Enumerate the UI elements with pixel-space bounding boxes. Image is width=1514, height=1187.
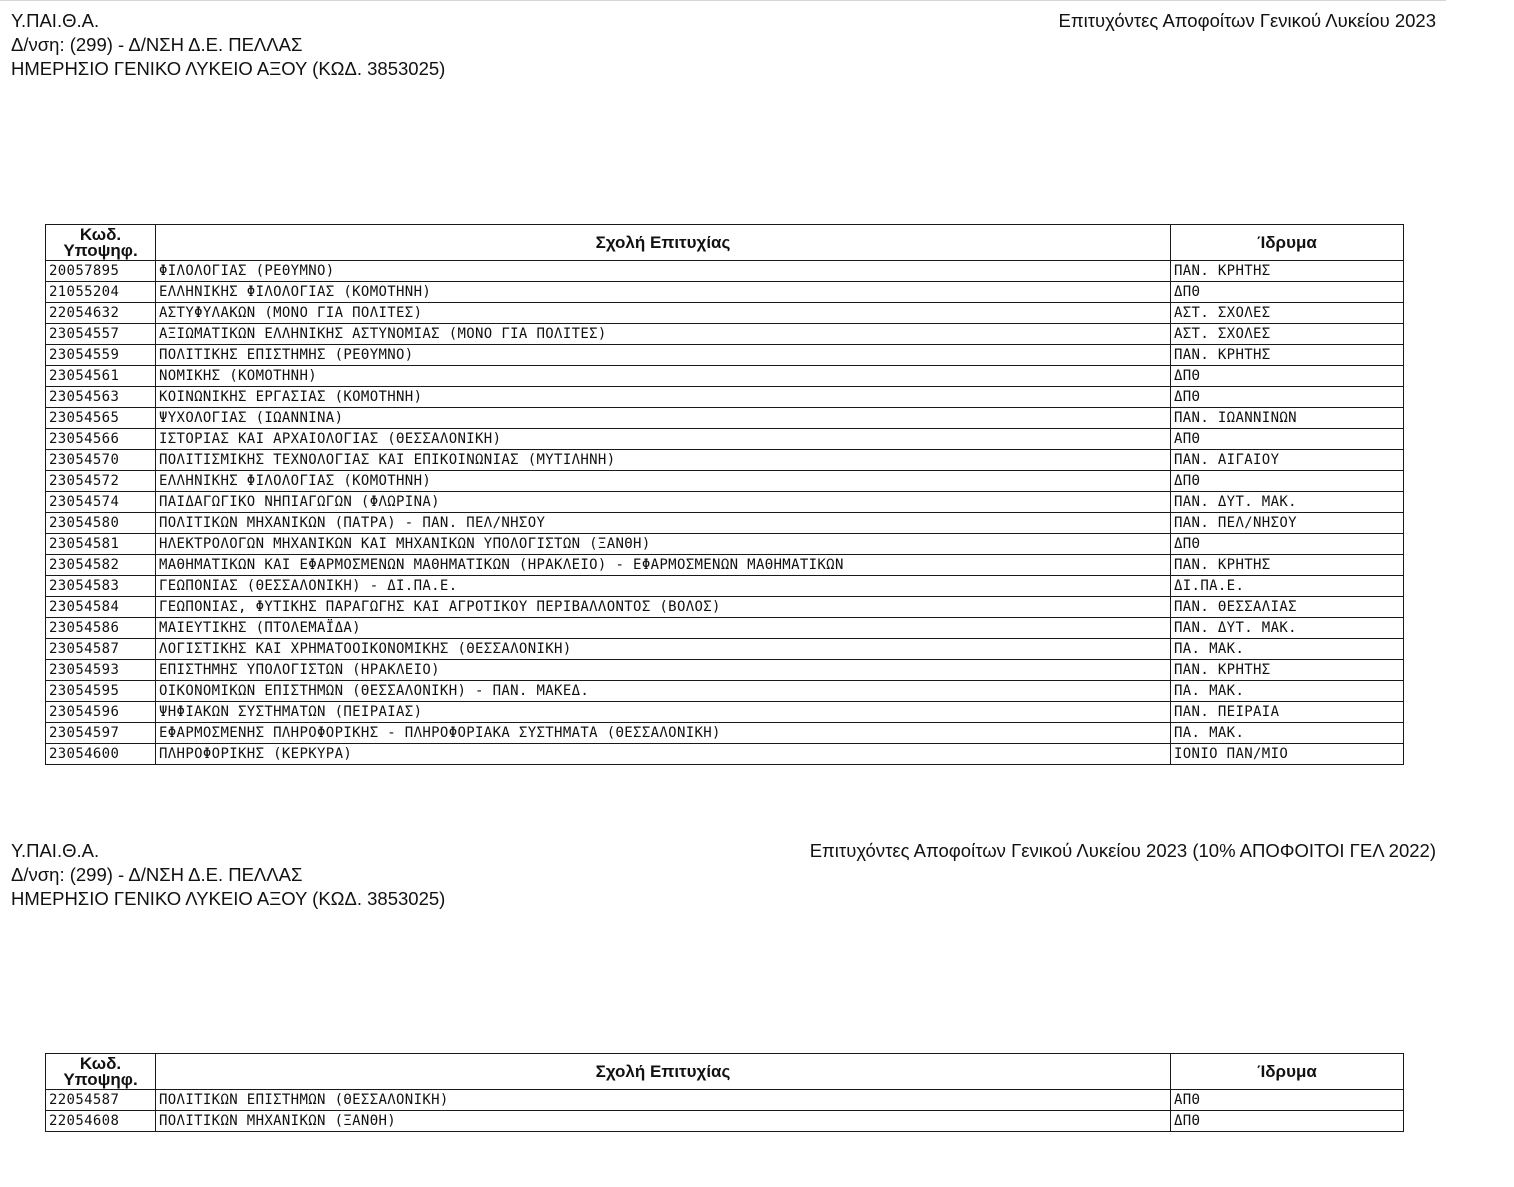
cell-school: ΨΥΧΟΛΟΓΙΑΣ (ΙΩΑΝΝΙΝΑ) <box>156 408 1171 429</box>
cell-school: ΕΦΑΡΜΟΣΜΕΝΗΣ ΠΛΗΡΟΦΟΡΙΚΗΣ - ΠΛΗΡΟΦΟΡΙΑΚΑ ΣΥΣΤΗΜΑΤΑ (ΘΕΣΣΑΛΟΝΙΚΗ) <box>156 723 1171 744</box>
cell-school: ΗΛΕΚΤΡΟΛΟΓΩΝ ΜΗΧΑΝΙΚΩΝ ΚΑΙ ΜΗΧΑΝΙΚΩΝ ΥΠΟΛΟΓΙΣΤΩΝ (ΞΑΝΘΗ) <box>156 534 1171 555</box>
table-row <box>46 597 1404 618</box>
cell-candidate-code: 23054593 <box>46 660 156 681</box>
table-row <box>46 660 1404 681</box>
cell-institution: ΠΑΝ. ΠΕΛ/ΝΗΣΟΥ <box>1171 513 1404 534</box>
column-header-code <box>46 1054 156 1090</box>
cell-school: ΜΑΘΗΜΑΤΙΚΩΝ ΚΑΙ ΕΦΑΡΜΟΣΜΕΝΩΝ ΜΑΘΗΜΑΤΙΚΩΝ (ΗΡΑΚΛΕΙΟ) - ΕΦΑΡΜΟΣΜΕΝΩΝ ΜΑΘΗΜΑΤΙΚΩΝ <box>156 555 1171 576</box>
cell-school: ΠΟΛΙΤΙΣΜΙΚΗΣ ΤΕΧΝΟΛΟΓΙΑΣ ΚΑΙ ΕΠΙΚΟΙΝΩΝΙΑΣ (ΜΥΤΙΛΗΝΗ) <box>156 450 1171 471</box>
column-header-code-line2: Υποψηφ. <box>63 1069 138 1089</box>
results-section-2022-graduates <box>0 830 1514 1160</box>
document-title: Επιτυχόντες Αποφοίτων Γενικού Λυκείου 2023 <box>1058 10 1436 31</box>
cell-candidate-code: 21055204 <box>46 282 156 303</box>
table-row <box>46 387 1404 408</box>
cell-candidate-code: 23054582 <box>46 555 156 576</box>
table-header-row <box>46 1054 1404 1090</box>
cell-candidate-code: 23054595 <box>46 681 156 702</box>
table-row <box>46 408 1404 429</box>
cell-institution: ΔΠΘ <box>1171 534 1404 555</box>
cell-candidate-code: 22054632 <box>46 303 156 324</box>
results-table <box>45 1053 1404 1132</box>
cell-institution: ΔΙ.ΠΑ.Ε. <box>1171 576 1404 597</box>
table-row <box>46 618 1404 639</box>
column-header-code-line2: Υποψηφ. <box>63 240 138 260</box>
cell-school: ΕΠΙΣΤΗΜΗΣ ΥΠΟΛΟΓΙΣΤΩΝ (ΗΡΑΚΛΕΙΟ) <box>156 660 1171 681</box>
document-title: Επιτυχόντες Αποφοίτων Γενικού Λυκείου 2023 (10% ΑΠΟΦΟΙΤΟΙ ΓΕΛ 2022) <box>809 840 1436 861</box>
cell-candidate-code: 23054566 <box>46 429 156 450</box>
cell-institution: ΠΑΝ. ΚΡΗΤΗΣ <box>1171 261 1404 282</box>
ministry-label: Υ.ΠΑΙ.Θ.Α. <box>11 10 100 31</box>
cell-candidate-code: 23054572 <box>46 471 156 492</box>
cell-school: ΠΟΛΙΤΙΚΩΝ ΜΗΧΑΝΙΚΩΝ (ΞΑΝΘΗ) <box>156 1111 1171 1132</box>
cell-institution: ΑΣΤ. ΣΧΟΛΕΣ <box>1171 303 1404 324</box>
table-row <box>46 744 1404 765</box>
cell-candidate-code: 20057895 <box>46 261 156 282</box>
cell-school: ΜΑΙΕΥΤΙΚΗΣ (ΠΤΟΛΕΜΑΪΔΑ) <box>156 618 1171 639</box>
cell-institution: ΠΑΝ. ΑΙΓΑΙΟΥ <box>1171 450 1404 471</box>
cell-school: ΝΟΜΙΚΗΣ (ΚΟΜΟΤΗΝΗ) <box>156 366 1171 387</box>
results-table-body <box>46 261 1404 765</box>
column-header-institution: Ίδρυμα <box>1171 1054 1404 1090</box>
cell-institution: ΠΑΝ. ΚΡΗΤΗΣ <box>1171 345 1404 366</box>
cell-institution: ΔΠΘ <box>1171 1111 1404 1132</box>
table-row <box>46 471 1404 492</box>
results-table <box>45 224 1404 765</box>
cell-candidate-code: 22054587 <box>46 1090 156 1111</box>
cell-candidate-code: 23054581 <box>46 534 156 555</box>
table-row <box>46 261 1404 282</box>
cell-candidate-code: 23054583 <box>46 576 156 597</box>
cell-institution: ΔΠΘ <box>1171 387 1404 408</box>
table-row <box>46 1090 1404 1111</box>
document-header-left <box>11 9 445 81</box>
ministry-label: Υ.ΠΑΙ.Θ.Α. <box>11 840 100 861</box>
cell-candidate-code: 23054559 <box>46 345 156 366</box>
cell-school: ΠΛΗΡΟΦΟΡΙΚΗΣ (ΚΕΡΚΥΡΑ) <box>156 744 1171 765</box>
results-table-body <box>46 1090 1404 1132</box>
table-header-row <box>46 225 1404 261</box>
directorate-label: Δ/νση: (299) - Δ/ΝΣΗ Δ.Ε. ΠΕΛΛΑΣ <box>11 34 303 55</box>
table-row <box>46 429 1404 450</box>
table-row <box>46 366 1404 387</box>
cell-school: ΟΙΚΟΝΟΜΙΚΩΝ ΕΠΙΣΤΗΜΩΝ (ΘΕΣΣΑΛΟΝΙΚΗ) - ΠΑΝ. ΜΑΚΕΔ. <box>156 681 1171 702</box>
column-header-code-line1: Κωδ. <box>79 224 122 244</box>
cell-institution: ΠΑΝ. ΠΕΙΡΑΙΑ <box>1171 702 1404 723</box>
cell-candidate-code: 23054580 <box>46 513 156 534</box>
cell-school: ΨΗΦΙΑΚΩΝ ΣΥΣΤΗΜΑΤΩΝ (ΠΕΙΡΑΙΑΣ) <box>156 702 1171 723</box>
cell-institution: ΙΟΝΙΟ ΠΑΝ/ΜΙΟ <box>1171 744 1404 765</box>
table-row <box>46 576 1404 597</box>
cell-school: ΚΟΙΝΩΝΙΚΗΣ ΕΡΓΑΣΙΑΣ (ΚΟΜΟΤΗΝΗ) <box>156 387 1171 408</box>
column-header-code <box>46 225 156 261</box>
column-header-code-line1: Κωδ. <box>79 1053 122 1073</box>
cell-school: ΕΛΛΗΝΙΚΗΣ ΦΙΛΟΛΟΓΙΑΣ (ΚΟΜΟΤΗΝΗ) <box>156 471 1171 492</box>
table-row <box>46 723 1404 744</box>
table-row <box>46 345 1404 366</box>
table-row <box>46 303 1404 324</box>
cell-institution: ΔΠΘ <box>1171 282 1404 303</box>
cell-school: ΑΣΤΥΦΥΛΑΚΩΝ (ΜΟΝΟ ΓΙΑ ΠΟΛΙΤΕΣ) <box>156 303 1171 324</box>
table-row <box>46 639 1404 660</box>
table-row <box>46 534 1404 555</box>
cell-school: ΓΕΩΠΟΝΙΑΣ, ΦΥΤΙΚΗΣ ΠΑΡΑΓΩΓΗΣ ΚΑΙ ΑΓΡΟΤΙΚΟΥ ΠΕΡΙΒΑΛΛΟΝΤΟΣ (ΒΟΛΟΣ) <box>156 597 1171 618</box>
cell-institution: ΑΣΤ. ΣΧΟΛΕΣ <box>1171 324 1404 345</box>
cell-school: ΠΑΙΔΑΓΩΓΙΚΟ ΝΗΠΙΑΓΩΓΩΝ (ΦΛΩΡΙΝΑ) <box>156 492 1171 513</box>
column-header-school: Σχολή Επιτυχίας <box>156 1054 1171 1090</box>
cell-school: ΠΟΛΙΤΙΚΩΝ ΜΗΧΑΝΙΚΩΝ (ΠΑΤΡΑ) - ΠΑΝ. ΠΕΛ/ΝΗΣΟΥ <box>156 513 1171 534</box>
cell-institution: ΠΑΝ. ΔΥΤ. ΜΑΚ. <box>1171 492 1404 513</box>
cell-school: ΛΟΓΙΣΤΙΚΗΣ ΚΑΙ ΧΡΗΜΑΤΟΟΙΚΟΝΟΜΙΚΗΣ (ΘΕΣΣΑΛΟΝΙΚΗ) <box>156 639 1171 660</box>
document-header-left <box>11 839 445 911</box>
cell-school: ΠΟΛΙΤΙΚΩΝ ΕΠΙΣΤΗΜΩΝ (ΘΕΣΣΑΛΟΝΙΚΗ) <box>156 1090 1171 1111</box>
cell-institution: ΠΑΝ. ΔΥΤ. ΜΑΚ. <box>1171 618 1404 639</box>
table-row <box>46 450 1404 471</box>
cell-school: ΕΛΛΗΝΙΚΗΣ ΦΙΛΟΛΟΓΙΑΣ (ΚΟΜΟΤΗΝΗ) <box>156 282 1171 303</box>
page-top-rule <box>0 0 1446 1</box>
cell-institution: ΠΑΝ. ΙΩΑΝΝΙΝΩΝ <box>1171 408 1404 429</box>
cell-institution: ΑΠΘ <box>1171 429 1404 450</box>
school-label: ΗΜΕΡΗΣΙΟ ΓΕΝΙΚΟ ΛΥΚΕΙΟ ΑΞΟΥ (ΚΩΔ. 3853025) <box>11 58 446 79</box>
cell-school: ΠΟΛΙΤΙΚΗΣ ΕΠΙΣΤΗΜΗΣ (ΡΕΘΥΜΝΟ) <box>156 345 1171 366</box>
school-label: ΗΜΕΡΗΣΙΟ ΓΕΝΙΚΟ ΛΥΚΕΙΟ ΑΞΟΥ (ΚΩΔ. 3853025) <box>11 888 446 909</box>
cell-institution: ΠΑΝ. ΚΡΗΤΗΣ <box>1171 660 1404 681</box>
table-row <box>46 324 1404 345</box>
cell-institution: ΠΑΝ. ΘΕΣΣΑΛΙΑΣ <box>1171 597 1404 618</box>
cell-school: ΓΕΩΠΟΝΙΑΣ (ΘΕΣΣΑΛΟΝΙΚΗ) - ΔΙ.ΠΑ.Ε. <box>156 576 1171 597</box>
cell-candidate-code: 23054597 <box>46 723 156 744</box>
cell-candidate-code: 23054584 <box>46 597 156 618</box>
cell-candidate-code: 23054563 <box>46 387 156 408</box>
table-row <box>46 1111 1404 1132</box>
cell-institution: ΔΠΘ <box>1171 471 1404 492</box>
table-row <box>46 681 1404 702</box>
directorate-label: Δ/νση: (299) - Δ/ΝΣΗ Δ.Ε. ΠΕΛΛΑΣ <box>11 864 303 885</box>
cell-candidate-code: 23054565 <box>46 408 156 429</box>
cell-candidate-code: 23054600 <box>46 744 156 765</box>
table-row <box>46 702 1404 723</box>
cell-candidate-code: 23054596 <box>46 702 156 723</box>
cell-candidate-code: 22054608 <box>46 1111 156 1132</box>
cell-institution: ΠΑΝ. ΚΡΗΤΗΣ <box>1171 555 1404 576</box>
table-row <box>46 492 1404 513</box>
table-row <box>46 282 1404 303</box>
cell-school: ΑΞΙΩΜΑΤΙΚΩΝ ΕΛΛΗΝΙΚΗΣ ΑΣΤΥΝΟΜΙΑΣ (ΜΟΝΟ ΓΙΑ ΠΟΛΙΤΕΣ) <box>156 324 1171 345</box>
cell-institution: ΠΑ. ΜΑΚ. <box>1171 723 1404 744</box>
column-header-school: Σχολή Επιτυχίας <box>156 225 1171 261</box>
cell-institution: ΔΠΘ <box>1171 366 1404 387</box>
cell-candidate-code: 23054587 <box>46 639 156 660</box>
cell-institution: ΑΠΘ <box>1171 1090 1404 1111</box>
cell-school: ΙΣΤΟΡΙΑΣ ΚΑΙ ΑΡΧΑΙΟΛΟΓΙΑΣ (ΘΕΣΣΑΛΟΝΙΚΗ) <box>156 429 1171 450</box>
table-row <box>46 513 1404 534</box>
cell-candidate-code: 23054586 <box>46 618 156 639</box>
cell-institution: ΠΑ. ΜΑΚ. <box>1171 639 1404 660</box>
cell-candidate-code: 23054557 <box>46 324 156 345</box>
column-header-institution: Ίδρυμα <box>1171 225 1404 261</box>
cell-candidate-code: 23054561 <box>46 366 156 387</box>
cell-institution: ΠΑ. ΜΑΚ. <box>1171 681 1404 702</box>
cell-candidate-code: 23054570 <box>46 450 156 471</box>
cell-candidate-code: 23054574 <box>46 492 156 513</box>
cell-school: ΦΙΛΟΛΟΓΙΑΣ (ΡΕΘΥΜΝΟ) <box>156 261 1171 282</box>
table-row <box>46 555 1404 576</box>
